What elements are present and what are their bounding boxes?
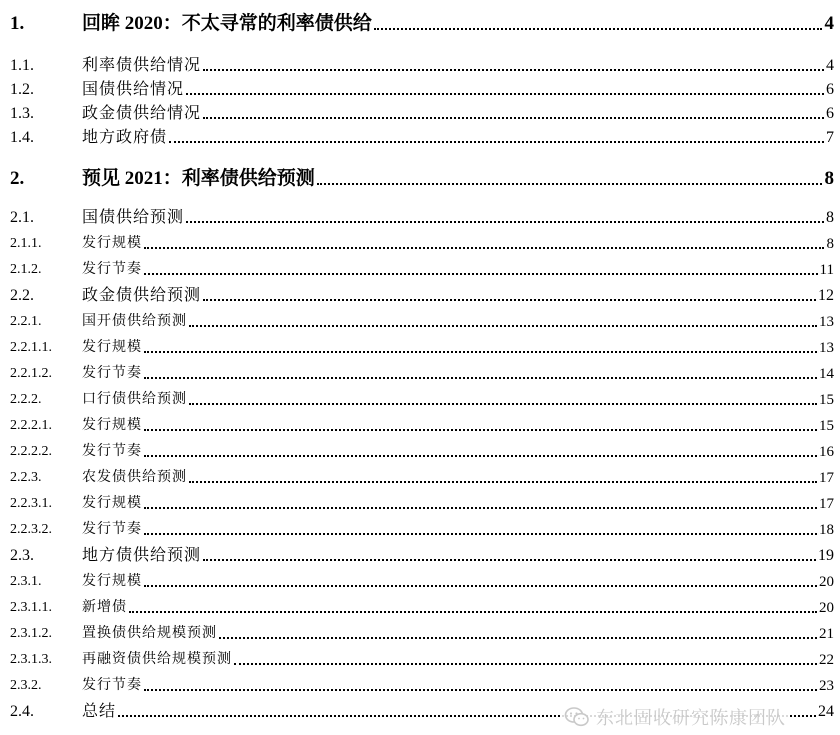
toc-dot-leader: [169, 141, 824, 143]
toc-entry[interactable]: [0, 54, 840, 78]
toc-entry-number: 2.4.: [10, 703, 34, 720]
toc-entry-title: 发行规模: [82, 496, 142, 511]
toc-entry-number: 2.2.3.: [10, 470, 42, 485]
toc-entry-number: 1.2.: [10, 81, 34, 98]
watermark-text: 东北固收研究陈康团队: [596, 708, 786, 729]
toc-entry-page: 22: [819, 652, 834, 668]
toc-entry-number: 2.3.1.: [10, 574, 42, 589]
toc-entry-page: 23: [819, 678, 834, 694]
toc-entry[interactable]: [0, 167, 840, 191]
toc-entry[interactable]: [0, 648, 840, 672]
toc-entry-title: 国开债供给预测: [82, 314, 187, 329]
toc-entry-page: 20: [819, 574, 834, 590]
toc-entry[interactable]: [0, 492, 840, 516]
toc-entry-page: 17: [819, 470, 834, 486]
toc-entry-number: 2.3.1.3.: [10, 652, 52, 667]
toc-entry-title: 置换债供给规模预测: [82, 626, 217, 641]
toc-entry-number: 2.2.3.1.: [10, 496, 52, 511]
toc-entry-title: 发行规模: [82, 236, 142, 251]
toc-dot-leader: [374, 28, 822, 30]
toc-entry-page: 8: [826, 236, 834, 252]
toc-entry-title: 政金债供给情况: [82, 105, 202, 122]
toc-entry[interactable]: [0, 622, 840, 646]
toc-entry-page: 4: [824, 13, 834, 34]
toc-entry[interactable]: [0, 466, 840, 490]
toc-dot-leader: [144, 585, 817, 587]
toc-entry-page: 15: [819, 392, 834, 408]
toc-entry[interactable]: [0, 336, 840, 360]
toc-entry-title: 发行节奏: [82, 262, 142, 277]
toc-entry-title: 国债供给情况: [82, 81, 185, 98]
toc-entry-title: 口行债供给预测: [82, 392, 187, 407]
toc-dot-leader: [317, 183, 822, 185]
toc-entry-title: 总结: [82, 703, 117, 720]
toc-dot-leader: [203, 69, 824, 71]
toc-entry-title: 发行规模: [82, 340, 142, 355]
toc-entry-page: 13: [819, 340, 834, 356]
toc-dot-leader: [144, 533, 817, 535]
toc-entry-number: 2.2.1.2.: [10, 366, 52, 381]
toc-entry-title: 地方政府债: [82, 129, 168, 146]
toc-entry[interactable]: [0, 12, 840, 36]
toc-entry[interactable]: [0, 388, 840, 412]
toc-entry-page: 12: [818, 287, 834, 304]
toc-entry-page: 16: [819, 444, 834, 460]
toc-entry[interactable]: [0, 310, 840, 334]
toc-entry-number: 2.3.2.: [10, 678, 42, 693]
toc-entry-number: 2.2.1.: [10, 314, 42, 329]
toc-entry-page: 21: [819, 626, 834, 642]
toc-entry[interactable]: [0, 414, 840, 438]
toc-entry-title: 发行节奏: [82, 522, 142, 537]
toc-dot-leader: [144, 429, 817, 431]
toc-entry-page: 6: [826, 105, 834, 122]
toc-entry[interactable]: [0, 232, 840, 256]
toc-entry[interactable]: [0, 570, 840, 594]
toc-entry-page: 18: [819, 522, 834, 538]
toc-entry-page: 19: [818, 547, 834, 564]
toc-entry-page: 24: [818, 703, 834, 720]
toc-entry-page: 11: [819, 262, 834, 278]
toc-dot-leader: [144, 247, 824, 249]
toc-entry[interactable]: [0, 440, 840, 464]
toc-entry-number: 1.1.: [10, 57, 34, 74]
toc-entry-page: 8: [824, 168, 834, 189]
toc-dot-leader: [186, 221, 824, 223]
toc-entry[interactable]: [0, 284, 840, 308]
toc-entry-number: 2.2.2.2.: [10, 444, 52, 459]
toc-dot-leader: [219, 637, 817, 639]
toc-entry-page: 15: [819, 418, 834, 434]
toc-entry[interactable]: [0, 102, 840, 126]
toc-dot-leader: [189, 481, 817, 483]
toc-entry-title: 预见 2021：利率债供给预测: [82, 168, 315, 189]
toc-dot-leader: [186, 93, 824, 95]
toc-entry-title: 发行规模: [82, 574, 142, 589]
toc-entry-title: 发行节奏: [82, 366, 142, 381]
toc-dot-leader: [203, 299, 816, 301]
toc-entry-number: 2.2.1.1.: [10, 340, 52, 355]
toc-entry-number: 1.4.: [10, 129, 34, 146]
toc-entry-number: 1.3.: [10, 105, 34, 122]
toc-entry-page: 20: [819, 600, 834, 616]
toc-entry-title: 政金债供给预测: [82, 287, 202, 304]
toc-dot-leader: [203, 559, 816, 561]
toc-entry-title: 发行规模: [82, 418, 142, 433]
toc-entry[interactable]: [0, 206, 840, 230]
toc-entry[interactable]: [0, 674, 840, 698]
toc-entry-title: 再融资债供给规模预测: [82, 652, 232, 667]
toc-entry-title: 回眸 2020：不太寻常的利率债供给: [82, 13, 372, 34]
toc-dot-leader: [144, 689, 817, 691]
toc-entry[interactable]: [0, 362, 840, 386]
toc-entry-number: 2.2.2.: [10, 392, 42, 407]
toc-dot-leader: [189, 325, 817, 327]
toc-dot-leader: [203, 117, 824, 119]
watermark: [560, 703, 790, 731]
toc-entry[interactable]: [0, 518, 840, 542]
toc-entry-page: 6: [826, 81, 834, 98]
toc-entry-number: 1.: [10, 13, 25, 34]
toc-entry-number: 2.2.: [10, 287, 34, 304]
toc-dot-leader: [234, 663, 817, 665]
toc-dot-leader: [144, 273, 818, 275]
toc-entry-title: 发行节奏: [82, 678, 142, 693]
toc-entry-title: 发行节奏: [82, 444, 142, 459]
toc-entry-page: 8: [826, 209, 834, 226]
toc-entry-number: 2.2.3.2.: [10, 522, 52, 537]
toc-dot-leader: [144, 351, 817, 353]
toc-dot-leader: [129, 611, 817, 613]
toc-entry-number: 2.1.2.: [10, 262, 42, 277]
toc-entry-number: 2.2.2.1.: [10, 418, 52, 433]
toc-entry[interactable]: [0, 544, 840, 568]
toc-entry-number: 2.3.1.1.: [10, 600, 52, 615]
toc-entry[interactable]: [0, 258, 840, 282]
toc-entry-page: 14: [819, 366, 834, 382]
toc-dot-leader: [144, 507, 817, 509]
toc-dot-leader: [144, 377, 817, 379]
toc-entry[interactable]: [0, 78, 840, 102]
toc-entry-number: 2.: [10, 168, 25, 189]
wechat-icon: [564, 706, 590, 728]
toc-dot-leader: [144, 455, 817, 457]
toc-entry-title: 地方债供给预测: [82, 547, 202, 564]
toc-entry-page: 13: [819, 314, 834, 330]
toc-entry-number: 2.3.: [10, 547, 34, 564]
toc-entry-number: 2.3.1.2.: [10, 626, 52, 641]
toc-entry-title: 新增债: [82, 600, 127, 615]
toc-entry-page: 7: [826, 129, 834, 146]
toc-entry-title: 国债供给预测: [82, 209, 185, 226]
toc-dot-leader: [189, 403, 817, 405]
toc-entry[interactable]: [0, 596, 840, 620]
toc-entry[interactable]: [0, 126, 840, 150]
toc-entry-number: 2.1.: [10, 209, 34, 226]
toc-entry-title: 农发债供给预测: [82, 470, 187, 485]
toc-entry-page: 4: [826, 57, 834, 74]
toc-entry-title: 利率债供给情况: [82, 57, 202, 74]
toc-entry-number: 2.1.1.: [10, 236, 42, 251]
toc-entry-page: 17: [819, 496, 834, 512]
